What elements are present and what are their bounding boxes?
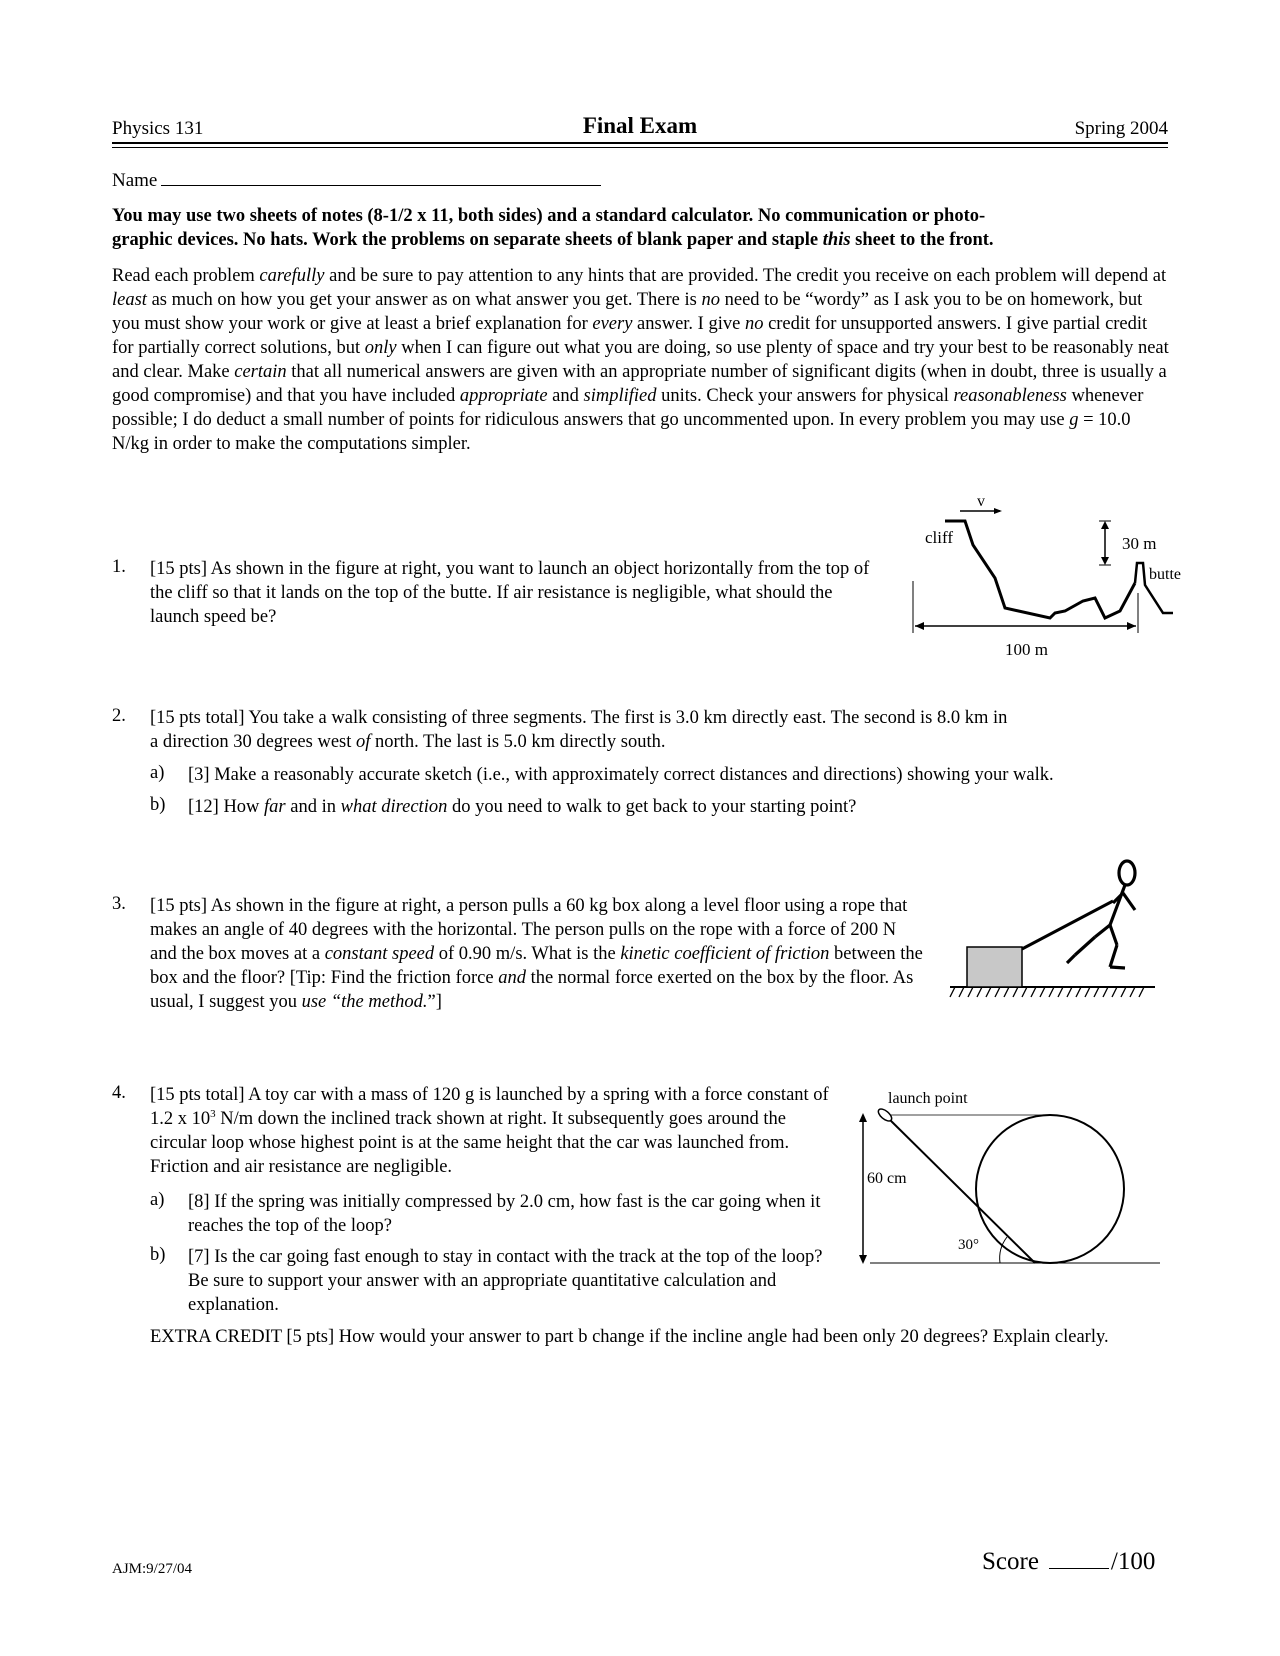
loop-height-label: 60 cm — [867, 1170, 907, 1187]
problem-2b-letter: b) — [150, 795, 166, 815]
name-blank[interactable] — [161, 169, 601, 186]
circular-loop — [976, 1115, 1124, 1263]
score-box — [982, 1548, 1155, 1576]
problem-4a-letter: a) — [150, 1190, 165, 1210]
angle-label: 30° — [958, 1237, 979, 1253]
butte-label: butte — [1149, 566, 1181, 583]
exam-rules — [112, 204, 1172, 252]
problem-3-text: [15 pts] As shown in the figure at right, a person pulls a 60 kg box along a level floor using a rope that makes an angle of 40 degrees with the horizontal. The person pulls on the rope with a force of 200 N and the box moves at a constant speed of 0.90 m/s. What is the kinetic coefficient of friction between the box and the floor? [Tip: Find the friction force and the normal force exerted on the box by the floor. As usual, I suggest you use “the method.”] — [150, 896, 923, 1012]
problem-4b-text: [7] Is the car going fast enough to stay in contact with the track at the top of the loop? Be sure to support your answer with an appropriate quantitative calculation and explanation. — [188, 1247, 823, 1315]
stick-person — [1067, 861, 1135, 968]
page-title: Final Exam — [582, 113, 698, 138]
angle-arc — [1000, 1237, 1007, 1263]
floor-hatching — [950, 987, 1144, 997]
velocity-arrowhead — [994, 508, 1002, 514]
velocity-label: v — [977, 493, 985, 510]
course-label: Physics 131 — [112, 118, 204, 139]
height-label: 30 m — [1122, 534, 1157, 553]
rope — [1022, 901, 1113, 949]
rules-line-1: You may use two sheets of notes (8-1/2 x 11, both sides) and a standard calculator. No communication or photo- — [112, 206, 986, 226]
problem-2b-text: [12] How far and in what direction do you need to walk to get back to your starting point? — [188, 797, 857, 817]
score-blank[interactable] — [1049, 1550, 1109, 1569]
extra-credit-text: EXTRA CREDIT [5 pts] How would your answer to part b change if the incline angle had been only 20 degrees? Explain clearly. — [150, 1327, 1109, 1347]
cliff-profile — [945, 521, 1135, 618]
name-label: Name — [112, 170, 158, 191]
loop-track-figure — [855, 1085, 1165, 1275]
header-rule — [112, 142, 1168, 144]
problem-4b-letter: b) — [150, 1245, 166, 1265]
problem-4-number: 4. — [112, 1083, 126, 1103]
name-row — [112, 169, 601, 192]
rules-emphasis: this — [822, 230, 851, 250]
height-arrow-bottom — [1101, 557, 1109, 565]
score-max: /100 — [1110, 1548, 1156, 1575]
problem-2-text: [15 pts total] You take a walk consisting of three segments. The first is 3.0 km directly east. The second is 8.0 km in a direction 30 degrees west of north. The last is 5.0 km directly south. — [150, 708, 1008, 752]
rules-text: graphic devices. No hats. Work the problems on separate sheets of blank paper and staple — [112, 230, 823, 250]
cliff-label: cliff — [925, 528, 954, 547]
height-arrow-top — [1101, 521, 1109, 529]
instructions-paragraph: Read each problem carefully and be sure to pay attention to any hints that are provided. The credit you receive on each problem will depend at least as much on how you get your answer as on what answer you get. There is no need to be “wordy” as I ask you to be on homework, but you must show your work or give at least a brief explanation for every answer. I give no credit for unsupported answers. I give partial credit for partially correct solutions, but only when I can figure out what you are doing, so use plenty of space and try your best to be reasonably neat and clear. Make certain that all numerical answers are given with an appropriate number of significant digits (when in doubt, three is usually a good compromise) and that you have included appropriate and simplified units. Check your answers for physical reasonableness whenever possible; I do deduct a small number of points for ridiculous answers that go uncommented upon. In every problem you may use g = 10.0 N/kg in order to make the computations simpler. — [112, 266, 1169, 454]
rules-text: sheet to the front. — [850, 230, 994, 250]
problem-2a-text: [3] Make a reasonably accurate sketch (i.e., with approximately correct distances and directions) showing your walk. — [188, 765, 1054, 785]
problem-2-number: 2. — [112, 706, 126, 726]
term-label: Spring 2004 — [1074, 118, 1168, 139]
problem-2a-letter: a) — [150, 763, 165, 783]
box — [967, 947, 1022, 987]
problem-1-number: 1. — [112, 557, 126, 577]
toy-car — [876, 1107, 893, 1123]
problem-3-number: 3. — [112, 894, 126, 914]
problem-4a-text: [8] If the spring was initially compressed by 2.0 cm, how fast is the car going when it reaches the top of the loop? — [188, 1192, 821, 1236]
footer-code: AJM:9/27/04 — [112, 1561, 193, 1577]
rules-line-2 — [112, 228, 1172, 252]
header-rule-thin — [112, 147, 1168, 148]
box-pull-figure — [945, 855, 1160, 1005]
launch-point-label: launch point — [888, 1090, 968, 1107]
score-label: Score — [982, 1548, 1039, 1575]
problem-1-text: [15 pts] As shown in the figure at right, you want to launch an object horizontally from the top of the cliff so that it lands on the top of the butte. If air resistance is negligible, what should the launch speed be? — [150, 559, 870, 627]
cliff-butte-figure — [905, 493, 1181, 668]
problem-4-text: [15 pts total] A toy car with a mass of 120 g is launched by a spring with a force constant of 1.2 x $10^3$ N/m down the inclined track shown at right. It subsequently goes around the circular loop whose highest point is at the same height that the car was launched from. Friction and air resistance are negligible. — [150, 1085, 829, 1177]
distance-label: 100 m — [1005, 640, 1048, 659]
